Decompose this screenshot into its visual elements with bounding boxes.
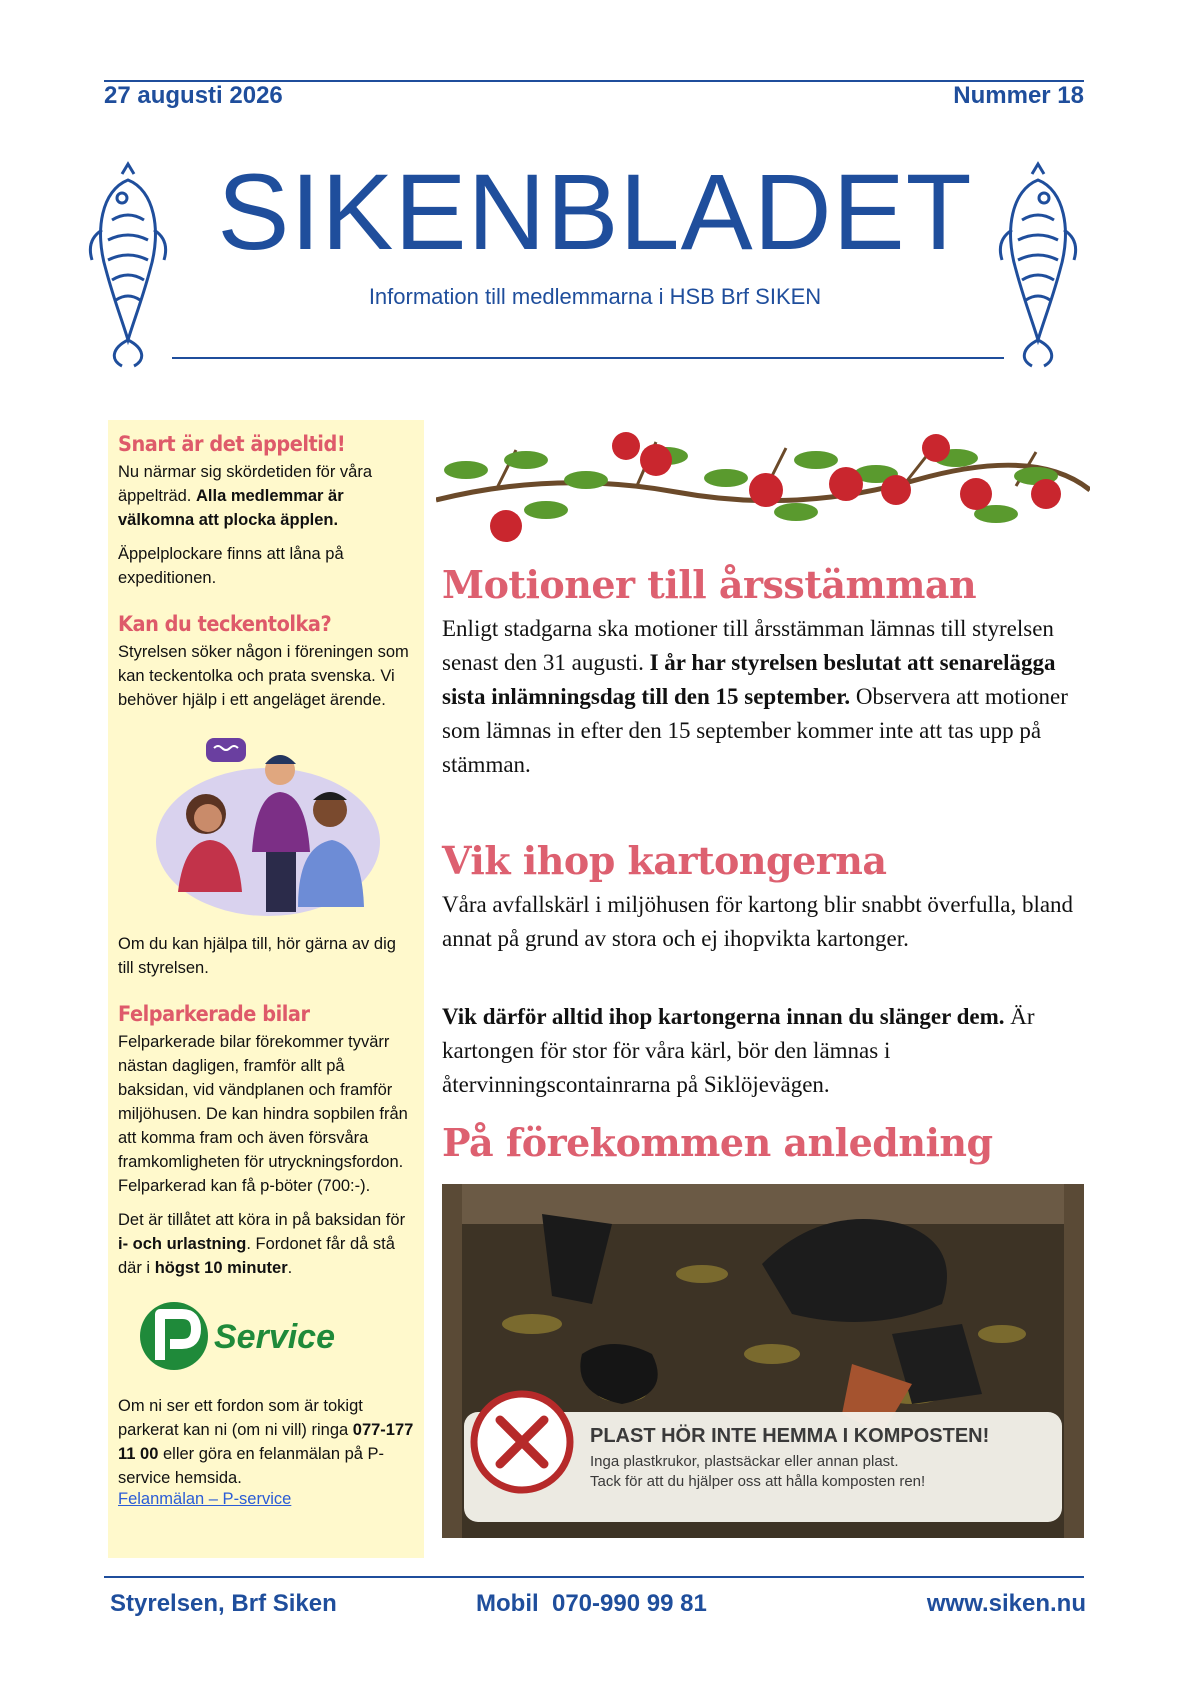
p-service-logo-text: Service bbox=[214, 1318, 335, 1356]
footer-phone: Mobil 070-990 99 81 bbox=[476, 1590, 707, 1617]
cartons-text: Våra avfallskärl i miljöhusen för kartong blir snabbt överfulla, bland annat på grund av stora och ej ihopvikta kartonger. bbox=[442, 892, 1074, 951]
apple-heading: Snart är det äppeltid! bbox=[118, 432, 346, 456]
compost-banner-line2: Tack för att du hjälper oss att hålla komposten ren! bbox=[590, 1473, 926, 1490]
p-service-report-link[interactable]: Felanmälan – P-service bbox=[118, 1490, 292, 1508]
apple-text: Nu närmar sig skördetiden för våra äppelträd. Alla medlemmar är välkomna att plocka äpplen. bbox=[118, 463, 373, 529]
compost-banner-line1: Inga plastkrukor, plastsäckar eller annan plast. bbox=[590, 1453, 899, 1470]
issue-number: Nummer 18 bbox=[953, 82, 1084, 109]
footer-website: www.siken.nu bbox=[926, 1590, 1086, 1617]
parking-report-text: Om ni ser ett fordon som är tokigt parkerat kan ni (om ni vill) ringa 077-177 11 00 eller göra en felanmälan på P-service hemsida. bbox=[118, 1397, 414, 1487]
parking-rules: Det är tillåtet att köra in på baksidan för i- och urlastning. Fordonet får då stå där i högst 10 minuter. bbox=[118, 1211, 406, 1277]
cartons-heading: Vik ihop kartongerna bbox=[442, 838, 887, 883]
sign-language-heading: Kan du teckentolka? bbox=[118, 612, 332, 636]
parking-heading: Felparkerade bilar bbox=[118, 1002, 310, 1026]
fish-emblem-right-icon bbox=[992, 160, 1084, 370]
fish-emblem-left-icon bbox=[82, 160, 174, 370]
motions-text: Enligt stadgarna ska motioner till årsstämman lämnas till styrelsen senast den 31 augusti. I år har styrelsen beslutat att senarelägga sista inlämningsdag till den 15 september. Observera att motioner som lämnas in efter den 15 september kommer inte att tas upp på stämman. bbox=[442, 616, 1068, 777]
cartons-instruction: Vik därför alltid ihop kartongerna innan du slänger dem. Är kartongen för stor för våra kärl, bör den lämnas i återvinningscontainrarna på Siklöjevägen. bbox=[442, 1004, 1035, 1097]
sign-language-illustration bbox=[148, 722, 388, 922]
parking-text: Felparkerade bilar förekommer tyvärr nästan dagligen, framför allt på baksidan, vid vändplanen och framför miljöhusen. De kan hindra sopbilen från att komma fram och även försvåra framkomligheten för utryckningsfordon. Felparkerad kan få p-böter (700:-). bbox=[118, 1033, 408, 1195]
compost-plastic-image bbox=[442, 1184, 1084, 1538]
issue-date: 27 augusti 2026 bbox=[104, 82, 283, 109]
p-service-logo bbox=[138, 1296, 348, 1376]
motions-heading: Motioner till årsstämman bbox=[442, 562, 977, 607]
occasion-heading: På förekommen anledning bbox=[442, 1120, 993, 1165]
compost-banner-title: PLAST HÖR INTE HEMMA I KOMPOSTEN! bbox=[590, 1425, 990, 1447]
apple-branch-image bbox=[436, 430, 1090, 542]
masthead-title: SIKENBLADET bbox=[217, 151, 973, 272]
footer-board: Styrelsen, Brf Siken bbox=[110, 1590, 337, 1617]
sign-language-contact: Om du kan hjälpa till, hör gärna av dig till styrelsen. bbox=[118, 935, 396, 977]
footer-rule bbox=[104, 1576, 1084, 1578]
apple-picker-text: Äppelplockare finns att låna på expeditionen. bbox=[118, 545, 344, 587]
sign-language-text: Styrelsen söker någon i föreningen som kan teckentolka och prata svenska. Vi behöver hjälp i ett angeläget ärende. bbox=[118, 643, 409, 709]
sidebar bbox=[108, 420, 424, 1558]
masthead-subtitle: Information till medlemmarna i HSB Brf SIKEN bbox=[368, 284, 822, 309]
masthead-rule bbox=[172, 357, 1004, 359]
